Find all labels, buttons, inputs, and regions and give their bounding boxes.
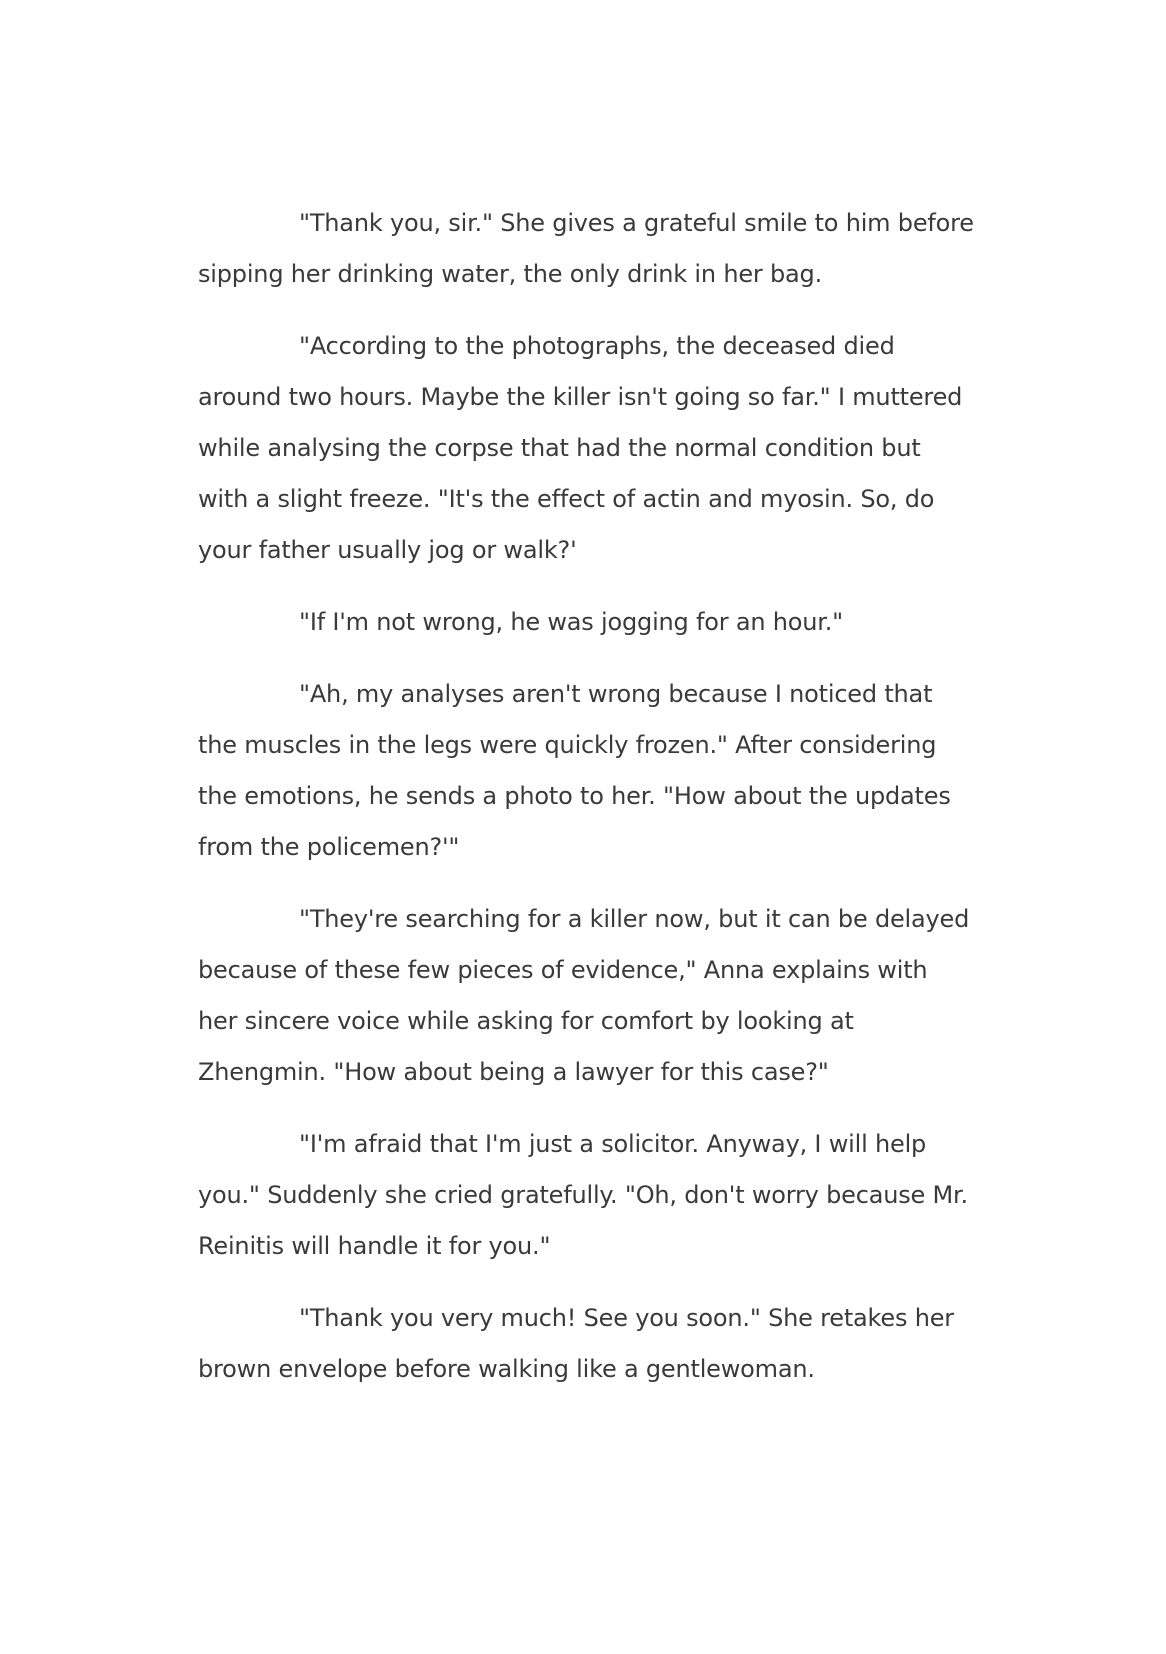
paragraph-line: sipping her drinking water, the only drink in her bag. <box>198 260 823 288</box>
paragraph-line: brown envelope before walking like a gentlewoman. <box>198 1355 815 1383</box>
paragraph-line: your father usually jog or walk?' <box>198 536 577 564</box>
paragraph-5 <box>198 894 980 1098</box>
paragraph-line: "If I'm not wrong, he was jogging for an hour." <box>299 608 844 636</box>
paragraph-line: because of these few pieces of evidence," Anna explains with <box>198 956 928 984</box>
paragraph-6 <box>198 1119 980 1272</box>
paragraph-line: "Thank you very much! See you soon." She retakes her <box>299 1304 954 1332</box>
paragraph-3 <box>198 597 980 648</box>
paragraph-line: from the policemen?'" <box>198 833 460 861</box>
paragraph-line: "Thank you, sir." She gives a grateful smile to him before <box>299 209 974 237</box>
paragraph-line: the muscles in the legs were quickly frozen." After considering <box>198 731 937 759</box>
paragraph-line: with a slight freeze. "It's the effect of actin and myosin. So, do <box>198 485 935 513</box>
story-text <box>198 198 980 1416</box>
paragraph-1 <box>198 198 980 300</box>
paragraph-line: "They're searching for a killer now, but it can be delayed <box>299 905 970 933</box>
paragraph-line: "Ah, my analyses aren't wrong because I noticed that <box>299 680 933 708</box>
paragraph-2 <box>198 321 980 576</box>
paragraph-4 <box>198 669 980 873</box>
paragraph-line: "According to the photographs, the deceased died <box>299 332 895 360</box>
paragraph-line: Reinitis will handle it for you." <box>198 1232 551 1260</box>
paragraph-7 <box>198 1293 980 1395</box>
paragraph-line: you." Suddenly she cried gratefully. "Oh, don't worry because Mr. <box>198 1181 968 1209</box>
paragraph-line: the emotions, he sends a photo to her. "How about the updates <box>198 782 951 810</box>
paragraph-line: her sincere voice while asking for comfort by looking at <box>198 1007 854 1035</box>
paragraph-line: while analysing the corpse that had the normal condition but <box>198 434 921 462</box>
paragraph-line: "I'm afraid that I'm just a solicitor. Anyway, I will help <box>299 1130 927 1158</box>
paragraph-line: around two hours. Maybe the killer isn't going so far." I muttered <box>198 383 963 411</box>
paragraph-line: Zhengmin. "How about being a lawyer for this case?" <box>198 1058 829 1086</box>
